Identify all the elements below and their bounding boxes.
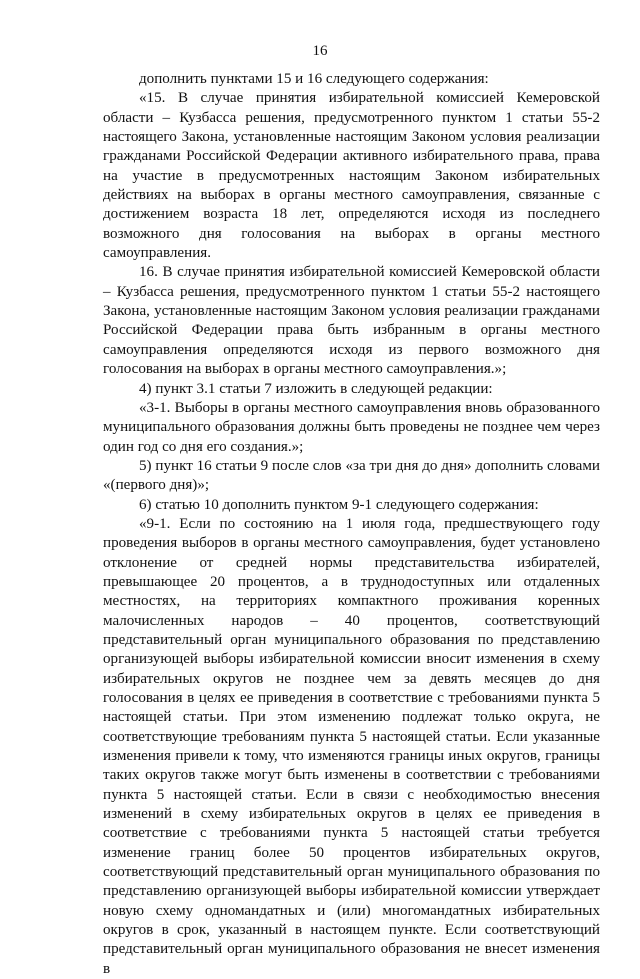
document-body xyxy=(103,70,600,979)
paragraph-item-9-1: «9-1. Если по состоянию на 1 июля года, предшествующего году проведения выборов в органы местного самоуправления, будет установлено отклонение от средней нормы представительства избирателей, превышающее 20 процентов, а в труднодоступных или отдаленных местностях, на территориях компактного проживания коренных малочисленных народов – 40 процентов, соответствующий представительный орган муниципального образования по представлению организующей выборы избирательной комиссии вносит изменения в схему избирательных округов не позднее чем за девять месяцев до дня голосования в целях ее приведения в соответствие с требованиями пункта 5 настоящей статьи. При этом изменению подлежат только округа, не соответствующие требованиям пункта 5 настоящей статьи. Если указанные изменения привели к тому, что изменяются границы иных округов, границы таких округов также могут быть изменены в соответствии с требованиями пункта 5 настоящей статьи. Если в связи с необходимостью внесения изменений в схему избирательных округов в целях ее приведения в соответствие с требованиями пункта 5 настоящей статьи требуется изменение границ более 50 процентов избирательных округов, соответствующий представительный орган муниципального образования по представлению организующей выборы избирательной комиссии утверждает новую схему одномандатных и (или) многомандатных избирательных округов в срок, указанный в настоящем пункте. Если соответствующий представительный орган муниципального образования не внесет изменения в xyxy=(103,515,600,977)
paragraph-item-15: «15. В случае принятия избирательной комиссией Кемеровской области – Кузбасса решения, предусмотренного пунктом 1 статьи 55-2 настоящего Закона, установленные настоящим Законом условия реализации гражданами Российской Федерации активного избирательного права, права на участие в предусмотренных настоящим Законом избирательных действиях на выборах в органы местного самоуправления, связанные с достижением возраста 18 лет, определяются исходя из последнего возможного дня голосования на выборах в органы местного самоуправления. xyxy=(103,90,600,262)
page-number: 16 xyxy=(312,43,328,59)
paragraph-item-16: 16. В случае принятия избирательной комиссией Кемеровской области – Кузбасса решения, предусмотренного пунктом 1 статьи 55-2 настоящего Закона, установленные настоящим Законом условия реализации гражданами Российской Федерации права быть избранным в органы местного самоуправления определяются исходя из первого возможного дня голосования на выборах в органы местного самоуправления.»; xyxy=(103,264,600,378)
paragraph-amendment-6: 6) статью 10 дополнить пунктом 9-1 следующего содержания: xyxy=(139,496,539,513)
paragraph-amendment-5: 5) пункт 16 статьи 9 после слов «за три дня до дня» дополнить словами «(первого дня)»; xyxy=(103,457,600,494)
paragraph-intro: дополнить пунктами 15 и 16 следующего содержания: xyxy=(139,71,489,87)
paragraph-item-3-1: «3-1. Выборы в органы местного самоуправления вновь образованного муниципального образования должны быть проведены не позднее чем через один год со дня его создания.»; xyxy=(103,399,600,455)
paragraph-amendment-4: 4) пункт 3.1 статьи 7 изложить в следующей редакции: xyxy=(139,380,493,397)
